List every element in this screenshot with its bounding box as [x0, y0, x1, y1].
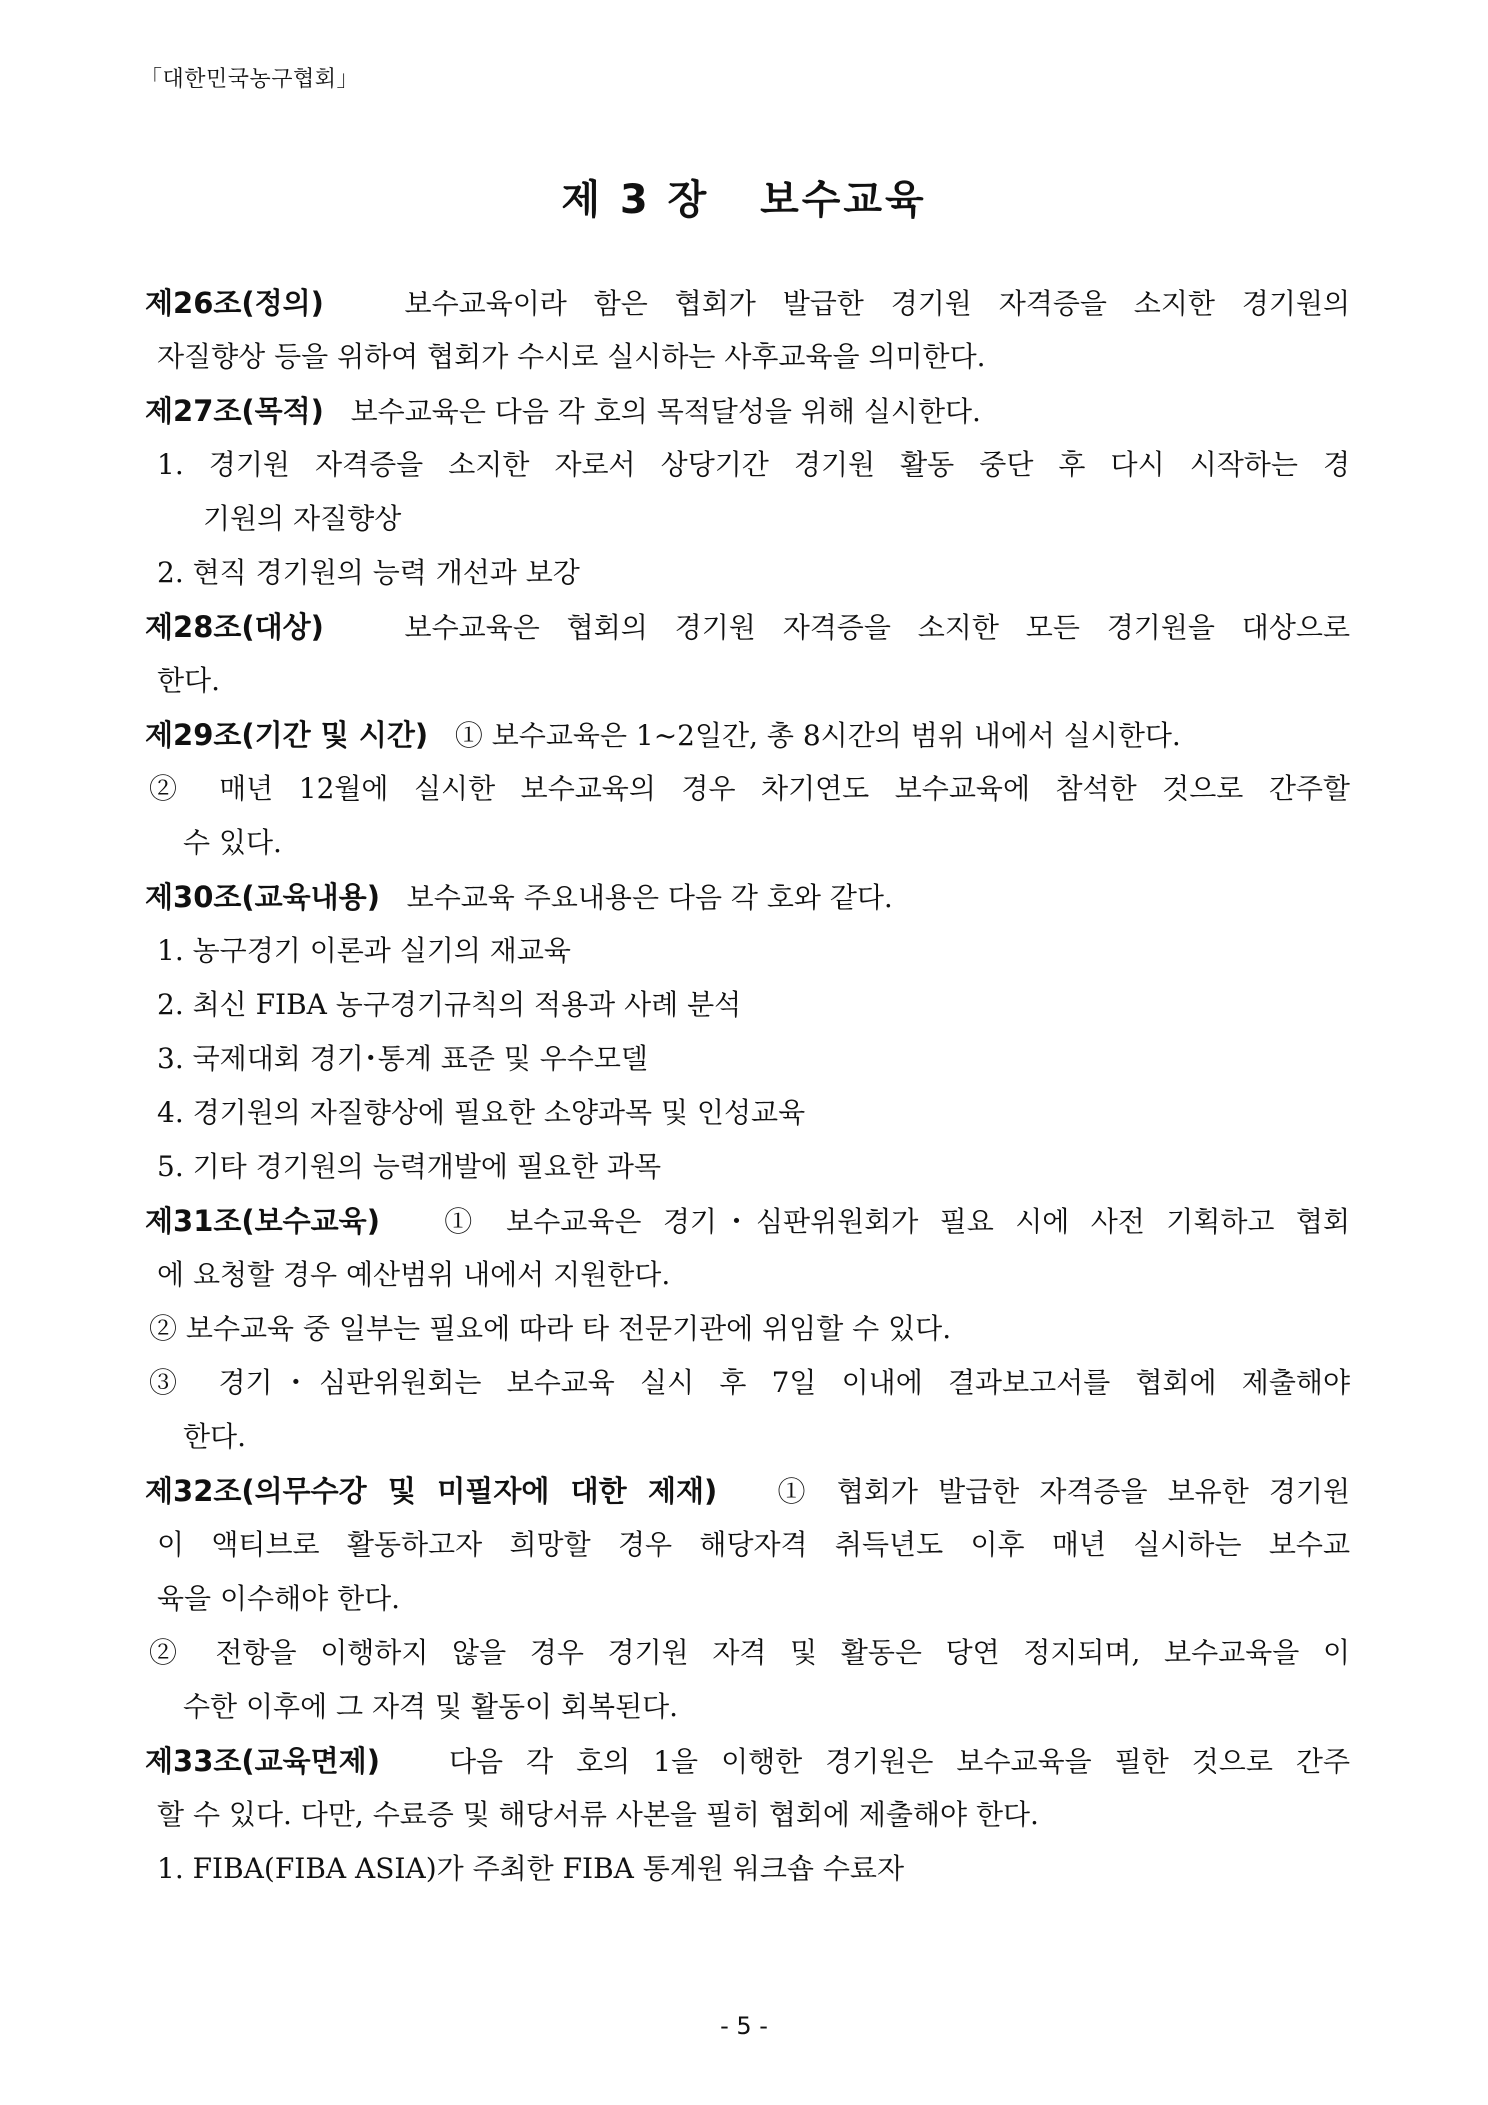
article-27: [145, 384, 1350, 438]
article-32-title: 제32조(의무수강 및 미필자에 대한 제재): [145, 1474, 718, 1508]
article-31-title: 제31조(보수교육): [145, 1204, 380, 1238]
chapter-title: 제 3 장 보수교육: [561, 177, 927, 223]
article-27-text: 보수교육은 다음 각 호의 목적달성을 위해 실시한다.: [350, 395, 981, 428]
article-29-paragraph-2: ② 매년 12월에 실시한 보수교육의 경우 차기연도 보수교육에 참석한 것으로 간주할: [149, 772, 1350, 805]
article-27-title: 제27조(목적): [145, 394, 324, 428]
article-29: [145, 708, 1350, 762]
article-30-item-5: 5. 기타 경기원의 능력개발에 필요한 과목: [157, 1150, 661, 1183]
article-30-item-1: 1. 농구경기 이론과 실기의 재교육: [157, 934, 571, 967]
article-30-item-3: 3. 국제대회 경기･통계 표준 및 우수모델: [157, 1042, 648, 1075]
article-31: [145, 1194, 1350, 1248]
article-31-paragraph-3-continuation: 한다.: [183, 1420, 246, 1453]
article-28: [145, 600, 1350, 654]
article-30-title: 제30조(교육내용): [145, 880, 380, 914]
article-33-item-1: 1. FIBA(FIBA ASIA)가 주최한 FIBA 통계원 워크숍 수료자: [157, 1852, 905, 1885]
article-27-item-2: 2. 현직 경기원의 능력 개선과 보강: [157, 556, 580, 589]
article-32-paragraph-2: ② 전항을 이행하지 않을 경우 경기원 자격 및 활동은 당연 정지되며, 보수교육을 이: [149, 1636, 1350, 1669]
document-header: 「대한민국농구협회」: [140, 67, 360, 92]
article-31-continuation: 에 요청할 경우 예산범위 내에서 지원한다.: [157, 1258, 671, 1291]
article-32-continuation-2: 육을 이수해야 한다.: [157, 1582, 401, 1615]
article-31-paragraph-2: ② 보수교육 중 일부는 필요에 따라 타 전문기관에 위임할 수 있다.: [149, 1312, 952, 1345]
article-29-text: ① 보수교육은 1~2일간, 총 8시간의 범위 내에서 실시한다.: [454, 719, 1181, 752]
article-26-text: 보수교육이라 함은 협회가 발급한 경기원 자격증을 소지한 경기원의: [404, 287, 1350, 320]
article-29-title: 제29조(기간 및 시간): [145, 718, 429, 752]
article-32-text: ① 협회가 발급한 자격증을 보유한 경기원: [777, 1475, 1350, 1508]
article-33-title: 제33조(교육면제): [145, 1744, 380, 1778]
article-26-continuation: 자질향상 등을 위하여 협회가 수시로 실시하는 사후교육을 의미한다.: [157, 340, 986, 373]
article-32: [145, 1464, 1350, 1518]
article-30-text: 보수교육 주요내용은 다음 각 호와 같다.: [406, 881, 893, 914]
article-27-item-1-continuation: 기원의 자질향상: [203, 502, 402, 535]
article-28-continuation: 한다.: [157, 664, 220, 697]
article-30-item-2: 2. 최신 FIBA 농구경기규칙의 적용과 사례 분석: [157, 988, 742, 1021]
article-26-title: 제26조(정의): [145, 286, 324, 320]
article-26: [145, 276, 1350, 330]
article-33-text: 다음 각 호의 1을 이행한 경기원은 보수교육을 필한 것으로 간주: [448, 1745, 1351, 1778]
article-31-text: ① 보수교육은 경기･심판위원회가 필요 시에 사전 기획하고 협회: [444, 1205, 1350, 1238]
article-28-text: 보수교육은 협회의 경기원 자격증을 소지한 모든 경기원을 대상으로: [404, 611, 1350, 644]
document-body: [145, 276, 1350, 1896]
article-31-paragraph-3: ③ 경기･심판위원회는 보수교육 실시 후 7일 이내에 결과보고서를 협회에 제출해야: [149, 1366, 1350, 1399]
article-30: [145, 870, 1350, 924]
article-27-item-1: 1. 경기원 자격증을 소지한 자로서 상당기간 경기원 활동 중단 후 다시 시작하는 경: [157, 448, 1350, 481]
article-30-item-4: 4. 경기원의 자질향상에 필요한 소양과목 및 인성교육: [157, 1096, 806, 1129]
article-32-paragraph-2-continuation: 수한 이후에 그 자격 및 활동이 회복된다.: [183, 1690, 679, 1723]
article-29-paragraph-2-continuation: 수 있다.: [183, 826, 282, 859]
article-33-continuation: 할 수 있다. 다만, 수료증 및 해당서류 사본을 필히 협회에 제출해야 한다.: [157, 1798, 1039, 1831]
page-number: - 5 -: [720, 2012, 768, 2040]
article-28-title: 제28조(대상): [145, 610, 324, 644]
article-33: [145, 1734, 1350, 1788]
article-32-continuation-1: 이 액티브로 활동하고자 희망할 경우 해당자격 취득년도 이후 매년 실시하는 보수교: [157, 1528, 1350, 1561]
